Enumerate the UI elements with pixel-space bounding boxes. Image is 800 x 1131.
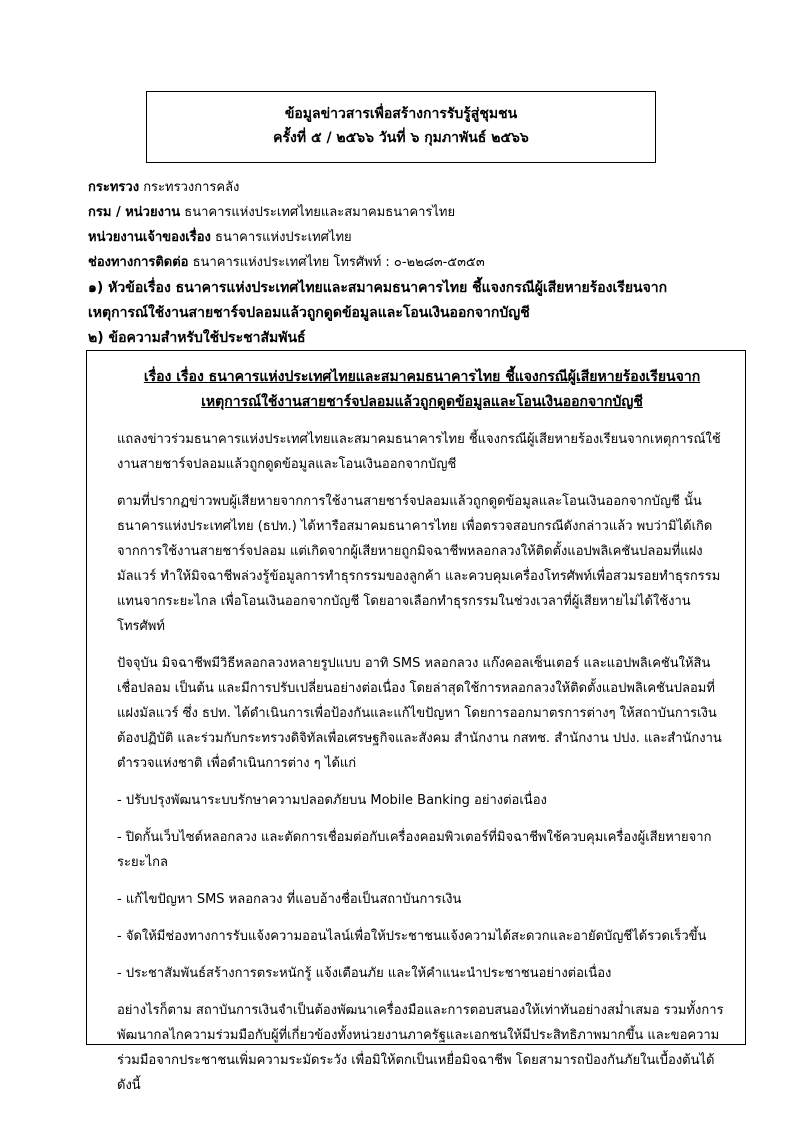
- content-title-line-1: เรื่อง เรื่อง ธนาคารแห่งประเทศไทยและสมาคมธนาคารไทย ชี้แจงกรณีผู้เสียหายร้องเรียนจาก: [143, 369, 701, 385]
- bullet-2: - ปิดกั้นเว็บไซต์หลอกลวง และตัดการเชื่อมต่อกับเครื่องคอมพิวเตอร์ที่มิจฉาชีพใช้ควบคุมเครื่องผู้เสียหายจากระยะไกล: [117, 830, 712, 870]
- topic-line-2: เหตุการณ์ใช้งานสายชาร์จปลอมแล้วถูกดูดข้อมูลและโอนเงินออกจากบัญชี: [88, 305, 530, 321]
- bullet-4: - จัดให้มีช่องทางการรับแจ้งความออนไลน์เพื่อให้ประชาชนแจ้งความได้สะดวกและอายัดบัญชีได้รวดเร็วขึ้น: [117, 929, 707, 944]
- paragraph-2: ตามที่ปรากฏข่าวพบผู้เสียหายจากการใช้งานสายชาร์จปลอมแล้วถูกดูดข้อมูลและโอนเงินออกจากบัญชี นั้น ธนาคารแห่งประเทศไทย (ธปท.) ได้หารือสมาคมธนาคารไทย เพื่อตรวจสอบกรณีดังกล่าวแล้ว พบว่ามิได้เกิดจากการใช้งานสายชาร์จปลอม แต่เกิดจากผู้เสียหายถูกมิจฉาชีพหลอกลวงให้ติดตั้งแอปพลิเคชันปลอมที่แฝงมัลแวร์ ทำให้มิจฉาชีพล่วงรู้ข้อมูลการทำธุรกรรมของลูกค้า และควบคุมเครื่องโทรศัพท์เพื่อสวมรอยทำธุรกรรมแทนจากระยะไกล เพื่อโอนเงินออกจากบัญชี โดยอาจเลือกทำธุรกรรมในช่วงเวลาที่ผู้เสียหายไม่ได้ใช้งานโทรศัพท์: [117, 494, 721, 634]
- topic-line-3: ๒) ข้อความสำหรับใช้ประชาสัมพันธ์: [88, 330, 306, 346]
- contact-value: ธนาคารแห่งประเทศไทย โทรศัพท์ : ๐-๒๒๘๓-๕๓๕๓: [192, 255, 485, 270]
- ministry-label: กระทรวง: [88, 180, 140, 195]
- content-title: [117, 365, 727, 415]
- paragraph-4: อย่างไรก็ตาม สถาบันการเงินจำเป็นต้องพัฒนาเครื่องมือและการตอบสนองให้เท่าทันอย่างสม่ำเสมอ รวมทั้งการพัฒนากลไกความร่วมมือกับผู้ที่เกี่ยวข้องทั้งหน่วยงานภาครัฐและเอกชนให้มีประสิทธิภาพมากขึ้น และขอความร่วมมือจากประชาชนเพิ่มความระมัดระวัง เพื่อมิให้ตกเป็นเหยื่อมิจฉาชีพ โดยสามารถป้องกันภัยในเบื้องต้นได้ ดังนี้: [117, 1003, 724, 1093]
- topic-block: [88, 276, 748, 351]
- bullet-1: - ปรับปรุงพัฒนาระบบรักษาความปลอดภัยบน Mobile Banking อย่างต่อเนื่อง: [117, 793, 547, 808]
- document-header-box: [146, 91, 656, 163]
- info-block: [88, 175, 485, 275]
- department-value: ธนาคารแห่งประเทศไทยและสมาคมธนาคารไทย: [184, 205, 456, 220]
- owner-row: [88, 225, 485, 250]
- header-title: ข้อมูลข่าวสารเพื่อสร้างการรับรู้สู่ชุมชน: [284, 106, 518, 122]
- contact-row: [88, 250, 485, 275]
- paragraph-1: แถลงข่าวร่วมธนาคารแห่งประเทศไทยและสมาคมธนาคารไทย ชี้แจงกรณีผู้เสียหายร้องเรียนจากเหตุการณ์ใช้งานสายชาร์จปลอมแล้วถูกดูดข้อมูลและโอนเงินออกจากบัญชี: [117, 432, 721, 472]
- header-issue-date: ครั้งที่ ๕ / ๒๕๖๖ วันที่ ๖ กุมภาพันธ์ ๒๕๖๖: [273, 130, 529, 146]
- bullet-5: - ประชาสัมพันธ์สร้างการตระหนักรู้ แจ้งเตือนภัย และให้คำแนะนำประชาชนอย่างต่อเนื่อง: [117, 966, 612, 981]
- bullet-3: - แก้ไขปัญหา SMS หลอกลวง ที่แอบอ้างชื่อเป็นสถาบันการเงิน: [117, 892, 462, 907]
- owner-label: หน่วยงานเจ้าของเรื่อง: [88, 230, 211, 245]
- ministry-row: [88, 175, 485, 200]
- department-label: กรม / หน่วยงาน: [88, 205, 181, 220]
- content-title-line-2: เหตุการณ์ใช้งานสายชาร์จปลอมแล้วถูกดูดข้อมูลและโอนเงินออกจากบัญชี: [201, 394, 643, 410]
- topic-line-1: ๑) หัวข้อเรื่อง ธนาคารแห่งประเทศไทยและสมาคมธนาคารไทย ชี้แจงกรณีผู้เสียหายร้องเรียนจาก: [88, 280, 668, 296]
- department-row: [88, 200, 485, 225]
- owner-value: ธนาคารแห่งประเทศไทย: [215, 230, 352, 245]
- paragraph-3: ปัจจุบัน มิจฉาชีพมีวิธีหลอกลวงหลายรูปแบบ อาทิ SMS หลอกลวง แก๊งคอลเซ็นเตอร์ และแอปพลิเคชันให้สินเชื่อปลอม เป็นต้น และมีการปรับเปลี่ยนอย่างต่อเนื่อง โดยล่าสุดใช้การหลอกลวงให้ติดตั้งแอปพลิเคชันปลอมที่แฝงมัลแวร์ ซึ่ง ธปท. ได้ดำเนินการเพื่อป้องกันและแก้ไขปัญหา โดยการออกมาตรการต่างๆ ให้สถาบันการเงินต้องปฏิบัติ และร่วมกับกระทรวงดิจิทัลเพื่อเศรษฐกิจและสังคม สำนักงาน กสทช. สำนักงาน ปปง. และสำนักงานตำรวจแห่งชาติ เพื่อดำเนินการต่าง ๆ ได้แก่: [117, 656, 722, 771]
- press-content-box: [86, 350, 746, 1093]
- contact-label: ช่องทางการติดต่อ: [88, 255, 189, 270]
- ministry-value: กระทรวงการคลัง: [143, 180, 240, 195]
